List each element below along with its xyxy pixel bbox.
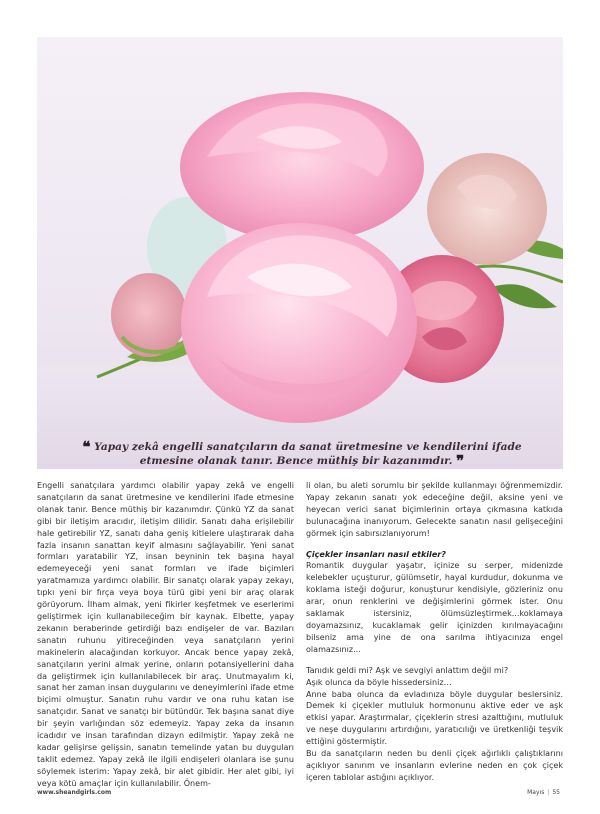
body-paragraph: Aşık olunca da böyle hissedersiniz…: [306, 677, 452, 687]
body-paragraph: Anne baba olunca da evladınıza böyle duygular beslersiniz. Demek ki çiçekler mutluluk hormonunu aktive eder ve aşk etkisi yapar. Araştırmalar, çiçeklerin stresi azalttığını, mutluluk ve neşe duygularını artırdığını, yaratıcılığı ve üretkenliği teşvik ettiğini göstermiştir.: [306, 689, 563, 747]
footer-page-info: [527, 789, 560, 796]
open-quote-icon: ❝: [82, 438, 91, 456]
body-question: Tanıdık geldi mi? Aşk ve sevgiyi anlattım değil mi?: [306, 665, 509, 675]
article-right-column: [306, 480, 563, 784]
close-quote-icon: ❞: [456, 452, 465, 470]
article-left-column: [37, 480, 294, 790]
section-subheading: Çiçekler insanları nasıl etkiler?: [306, 549, 446, 559]
body-paragraph: Romantik duygular yaşatır, içinize su serper, midenizde kelebekler uçuşturur, gülümsetir, hayal kurdudur, dokunma ve koklama isteği doğurur, konuşturur kendisiyle, gözleriniz onu arar, onun renklerini ve değişimlerini görmek ister. Onu saklamak istersiniz, ölümsüzleştirmek...koklamaya doyamazsınız, kucaklamak gelir içinizden kırılmayacağını bilseniz ama yine de ona sarılma ihtiyacınıza engel olamazsınız...: [306, 561, 563, 654]
footer-month: Mayıs: [527, 789, 545, 796]
roses-illustration: [37, 37, 563, 469]
hero-photo-roses: [37, 37, 563, 469]
pull-quote: [60, 440, 544, 468]
footer-website: www.sheandgirls.com: [37, 789, 112, 796]
pull-quote-text: Yapay zekâ engelli sanatçıların da sanat üretmesine ve kendilerini ifade etmesine olanak tanır. Bence müthiş bir kazanımdır.: [94, 441, 522, 467]
body-paragraph: Bu da sanatçıların neden bu denli çiçek ağırlıklı çalıştıklarını açıklıyor sanırım ve insanların evlerine neden en çok çiçek içeren tablolar astığını açıklıyor.: [306, 749, 563, 782]
footer-separator: |: [547, 789, 550, 796]
page-number: 55: [552, 789, 560, 796]
body-paragraph: Engelli sanatçılara yardımcı olabilir yapay zekâ ve engelli sanatçıların da sanat üretmesine ve kendilerini ifade etmesine olanak tanır. Bence müthiş bir kazanımdır. Çünkü YZ da sanat gibi bir iletişim aracıdır, iletişim dilidir. Sanatı daha erişilebilir hale getirebilir YZ, sanatı daha geniş kitlelere ulaştırarak daha fazla insanın sanattan keyif almasını sağlayabilir. Yeni sanat formları yaratabilir YZ, insan beyninin tek başına hayal edemeyeceği yeni sanat formları ve ifade biçimleri yaratmamıza yardımcı olabilir. Bir sanatçı olarak yapay zekayı, tıpkı yeni bir fırça veya boya türü gibi yeni bir araç olarak görüyorum. İlham almak, yeni fikirler keşfetmek ve eserlerimi geliştirmek için kullanabileceğim bir kaynak. Elbette, yapay zekanın beraberinde getirdiği bazı endişeler de var. Bazıları sanatın ruhunu yitireceğinden veya sanatçıların yerini makinelerin alacağından korkuyor. Ancak bence yapay zekâ, sanatçıların yerini almak yerine, onların potansiyellerini daha da geliştirmek için kullanılabilecek bir araç. Unutmayalım ki, sanat her zaman insan duygularını ve deneyimlerini ifade etme biçimi olmuştur. Sanatın ruhu vardır ve ona ruhu katan ise sanatçıdır. Sanat ve sanatçı bir bütündür. Tek başına sanat diye bir şeyin varlığından söz edemeyiz. Yapay zeka da insanın icadıdır ve insan tarafından dizayn edilmiştir. Yapay zekâ ne kadar gelişirse gelişsin, sanatın temelinde yatan bu duyguları taklit edemez. Yapay zekâ ile ilgili endişeleri olanlara ise şunu söylemek isterim: Yapay zekâ, bir alet gibidir. Her alet gibi, iyi veya kötü amaçlar için kullanılabilir. Önem-: [37, 481, 294, 788]
body-paragraph-continued: li olan, bu aleti sorumlu bir şekilde kullanmayı öğrenmemizdir. Yapay zekanın sanatı yok edeceğine değil, aksine yeni ve heyecan verici sanat biçimlerinin ortaya çıkmasına katkıda bulunacağına inanıyorum. Gelecekte sanatın nasıl gelişeceğini görmek için sabırsızlanıyorum!: [306, 481, 563, 538]
